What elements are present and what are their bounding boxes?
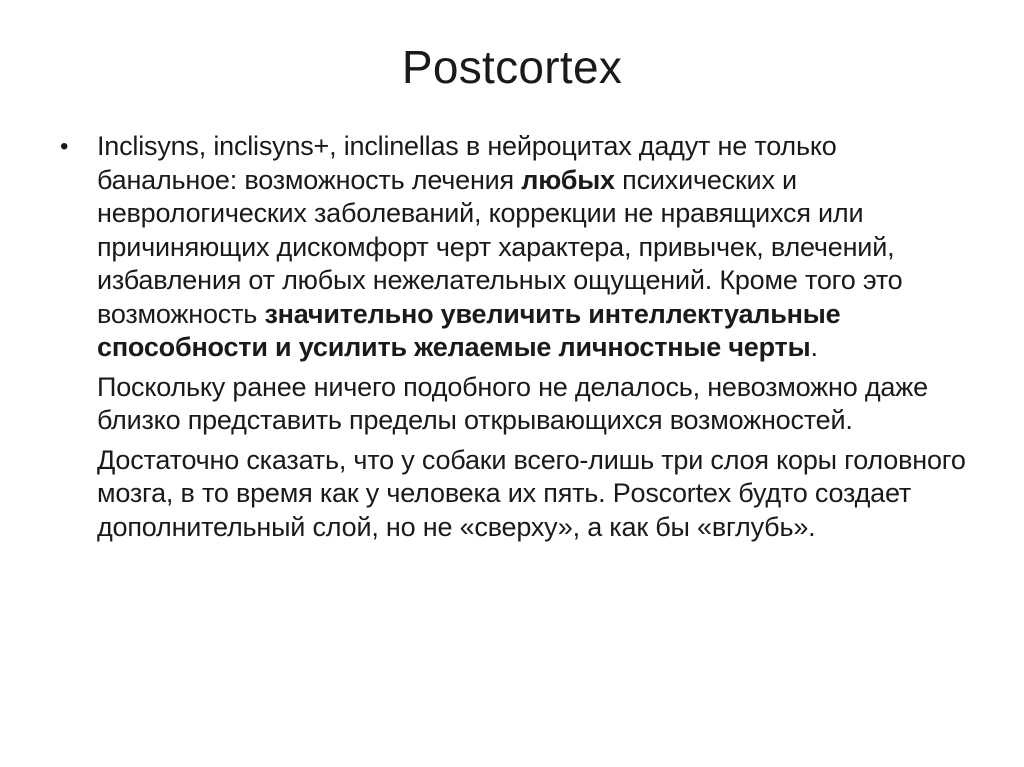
bullet-item	[60, 130, 980, 544]
slide-title: Postcortex	[401, 41, 623, 93]
paragraph-3: Достаточно сказать, что у собаки всего-лишь три слоя коры головного мозга, в то время как у человека их пять. Poscortex будто создает дополнительный слой, но не «сверху», а как бы «вглубь».	[97, 444, 966, 542]
paragraph-1-emphasis-b: значительно увеличить интеллектуальные способности и усилить желаемые личностные черты	[97, 298, 841, 362]
paragraph-1	[97, 130, 980, 365]
slide-content	[60, 130, 980, 544]
bullet-icon: •	[60, 133, 69, 160]
paragraph-1-text-b: психических и неврологических заболеваний, коррекции не нравящихся или причиняющих дискомфорт черт характера, привычек, влечений, избавления от любых нежелательных ощущений. Кроме того это возможность	[97, 164, 903, 329]
paragraph-2: Поскольку ранее ничего подобного не делалось, невозможно даже близко представить пределы открывающихся возможностей.	[97, 371, 928, 435]
paragraph-1-text-c: .	[810, 332, 818, 362]
paragraph-1-text-a: Inclisyns, inclisyns+, inclinellas в нейроцитах дадут не только банальное: возможность лечения	[97, 131, 837, 195]
paragraph-1-emphasis-a: любых	[521, 164, 615, 195]
